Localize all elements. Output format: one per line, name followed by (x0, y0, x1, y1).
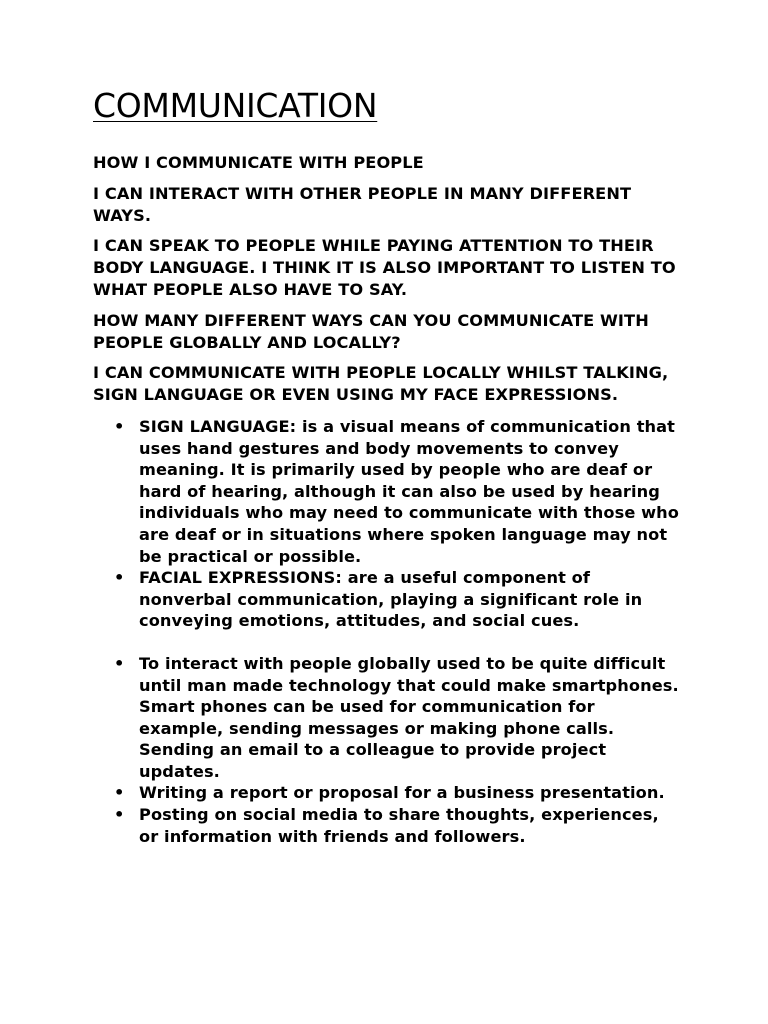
document-page (93, 86, 683, 847)
paragraph-heading-how-i-communicate: HOW I COMMUNICATE WITH PEOPLE (93, 153, 424, 172)
bullet-icon: • (114, 653, 125, 673)
list-item-text: Writing a report or proposal for a business presentation. (139, 783, 665, 803)
bullet-icon: • (114, 568, 125, 588)
paragraph-interact: I CAN INTERACT WITH OTHER PEOPLE IN MANY DIFFERENT WAYS. (93, 183, 632, 225)
list-item-text: SIGN LANGUAGE: is a visual means of communication that uses hand gestures and body movements to convey meaning. It is primarily used by people who are deaf or hard of hearing, although it can also be used by hearing individuals who may need to communicate with those who are deaf or in situations where spoken language may not be practical or possible. (139, 416, 680, 566)
paragraph-question-globally-locally: HOW MANY DIFFERENT WAYS CAN YOU COMMUNICATE WITH PEOPLE GLOBALLY AND LOCALLY? (93, 310, 649, 352)
paragraph-communicate-locally: I CAN COMMUNICATE WITH PEOPLE LOCALLY WHILST TALKING, SIGN LANGUAGE OR EVEN USING MY FACE EXPRESSIONS. (93, 363, 669, 405)
list-item-text: To interact with people globally used to be quite difficult until man made technology that could make smartphones. Smart phones can be used for communication for example, sending messages or making phone calls. Sending an email to a colleague to provide project updates. (139, 653, 679, 781)
document-title: COMMUNICATION (93, 86, 378, 125)
bullet-list-global (93, 653, 683, 847)
bullet-icon: • (114, 416, 125, 436)
bullet-icon: • (114, 805, 125, 825)
list-item (93, 653, 683, 783)
bullet-icon: • (114, 783, 125, 803)
bullet-list-local (93, 416, 683, 632)
list-item-text: Posting on social media to share thoughts, experiences, or information with friends and followers. (139, 805, 659, 846)
list-item (93, 804, 683, 847)
paragraph-speak: I CAN SPEAK TO PEOPLE WHILE PAYING ATTENTION TO THEIR BODY LANGUAGE. I THINK IT IS ALSO IMPORTANT TO LISTEN TO WHAT PEOPLE ALSO HAVE TO SAY. (93, 236, 676, 299)
list-item (93, 567, 683, 632)
list-item (93, 416, 683, 567)
list-item-text: FACIAL EXPRESSIONS: are a useful component of nonverbal communication, playing a significant role in conveying emotions, attitudes, and social cues. (139, 568, 643, 631)
list-item (93, 782, 683, 804)
